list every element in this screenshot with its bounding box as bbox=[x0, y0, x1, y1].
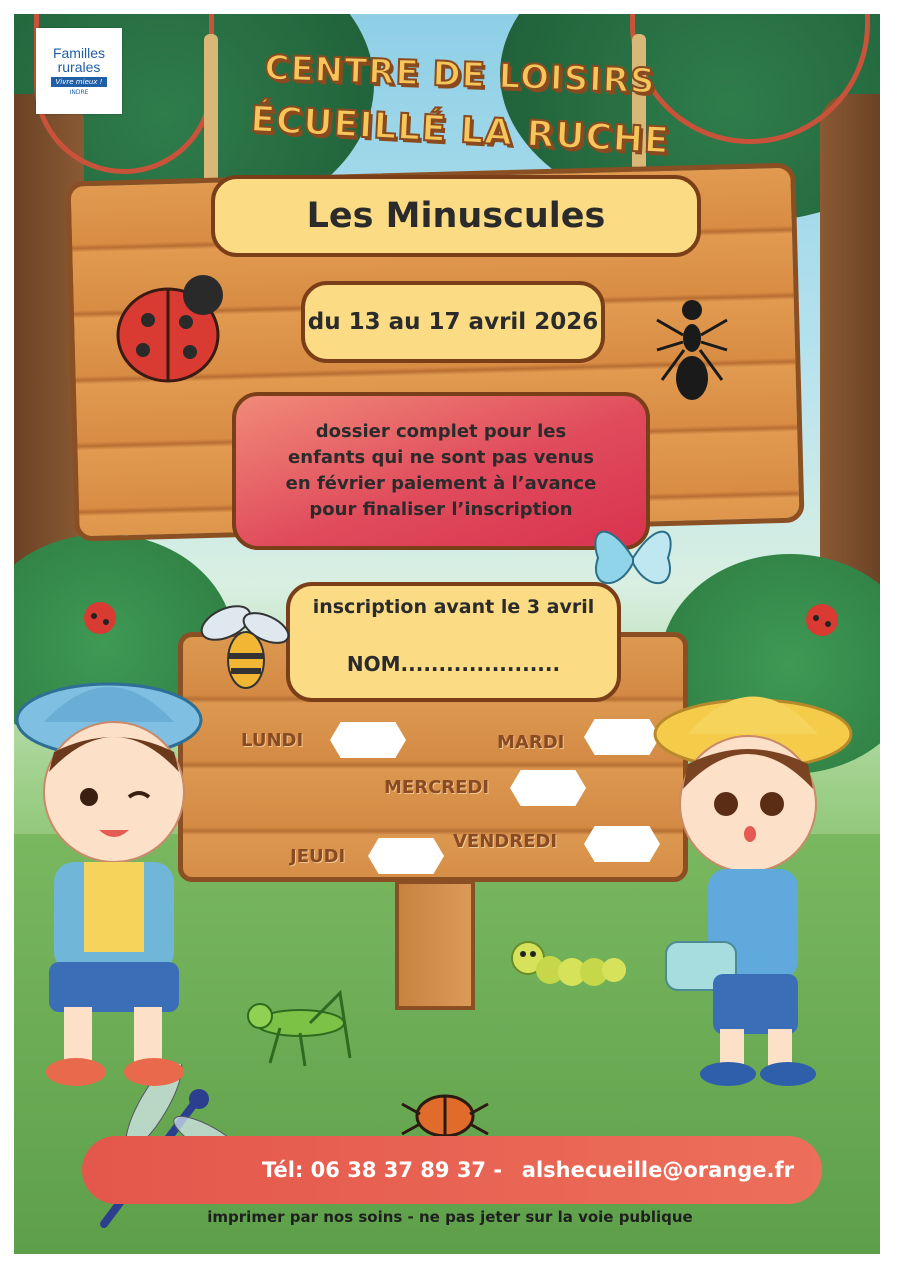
girl-explorer-illustration bbox=[638, 664, 858, 1094]
day-label-wednesday: MERCREDI bbox=[384, 777, 490, 798]
footnote: imprimer par nos soins - ne pas jeter sur la voie publique bbox=[207, 1208, 693, 1226]
registration-deadline: inscription avant le 3 avril bbox=[312, 596, 595, 618]
ladybug-small-right-icon bbox=[802, 598, 842, 638]
day-label-tuesday: MARDI bbox=[497, 732, 565, 753]
logo-slogan: Vivre mieux ! bbox=[51, 77, 108, 87]
logo-name: Familles rurales bbox=[52, 45, 106, 75]
sign-post bbox=[395, 880, 475, 1010]
contact-bar bbox=[82, 1136, 822, 1204]
contact-email[interactable]: alshecueille@orange.fr bbox=[521, 1158, 794, 1182]
grasshopper-icon bbox=[240, 978, 360, 1068]
ant-icon bbox=[652, 290, 732, 410]
butterfly-icon bbox=[588, 518, 678, 598]
checkbox-thursday[interactable] bbox=[368, 838, 444, 874]
familles-rurales-logo bbox=[36, 28, 122, 114]
event-title: Les Minuscules bbox=[211, 175, 701, 257]
name-field[interactable]: NOM..................... bbox=[346, 652, 561, 676]
day-label-friday: VENDREDI bbox=[453, 831, 558, 852]
boy-explorer-illustration bbox=[14, 662, 224, 1102]
heading-line-1: CENTRE DE LOISIRS bbox=[263, 48, 657, 102]
checkbox-monday[interactable] bbox=[330, 722, 406, 758]
registration-box bbox=[286, 582, 621, 702]
beetle-icon bbox=[400, 1084, 490, 1144]
contact-phone[interactable]: Tél: 06 38 37 89 37 - bbox=[262, 1158, 503, 1182]
day-label-thursday: JEUDI bbox=[290, 846, 346, 867]
day-label-monday: LUNDI bbox=[241, 730, 304, 751]
event-dates: du 13 au 17 avril 2026 bbox=[301, 281, 605, 363]
logo-subtitle: INDRE bbox=[69, 89, 89, 96]
caterpillar-icon bbox=[508, 928, 628, 998]
ladybug-small-left-icon bbox=[80, 596, 120, 636]
heading-line-2: ÉCUEILLÉ LA RUCHE bbox=[249, 99, 671, 162]
checkbox-wednesday[interactable] bbox=[510, 770, 586, 806]
ladybug-icon bbox=[108, 260, 238, 390]
registration-note: dossier complet pour les enfants qui ne sont pas venus en février paiement à l’avance pour finaliser l’inscription bbox=[232, 392, 650, 550]
